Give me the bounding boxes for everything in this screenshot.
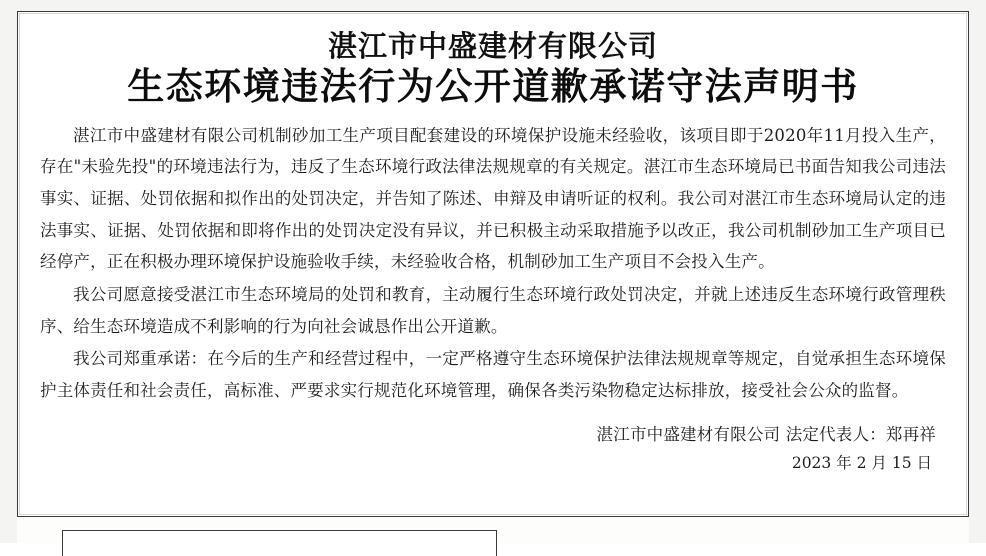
page-margin-left	[0, 0, 17, 543]
signature-date: 2023 年 2 月 15 日	[791, 453, 932, 472]
paragraph-1: 湛江市中盛建材有限公司机制砂加工生产项目配套建设的环境保护设施未经验收，该项目即于2020年11月投入生产，存在"未验先投"的环境违法行为，违反了生态环境行政法律法规规章的有关规定。湛江市生态环境局已书面告知我公司违法事实、证据、处罚依据和拟作出的处罚决定，并告知了陈述、申辩及申请听证的权利。我公司对湛江市生态环境局认定的违法事实、证据、处罚依据和即将作出的处罚决定没有异议，并已积极主动采取措施予以改正，我公司机制砂加工生产项目已经停产，正在积极办理环境保护设施验收手续，未经验收合格，机制砂加工生产项目不会投入生产。	[40, 125, 946, 272]
public-apology-notice	[17, 11, 969, 517]
document-main-title: 生态环境违法行为公开道歉承诺守法声明书	[127, 65, 859, 109]
company-title: 湛江市中盛建材有限公司	[327, 29, 658, 63]
next-notice-box	[62, 530, 497, 556]
paragraph-2: 我公司愿意接受湛江市生态环境局的处罚和教育，主动履行生态环境行政处罚决定，并就上述违反生态环境行政管理秩序、给生态环境造成不利影响的行为向社会诚恳作出公开道歉。	[40, 285, 946, 336]
page-margin-top	[0, 0, 986, 11]
notice-body	[40, 120, 946, 407]
paragraph-3: 我公司郑重承诺：在今后的生产和经营过程中，一定严格遵守生态环境保护法律法规规章等规定，自觉承担生态环境保护主体责任和社会责任，高标准、严要求实行规范化环境管理，确保各类污染物稳定达标排放，接受社会公众的监督。	[40, 349, 946, 401]
signature-line: 湛江市中盛建材有限公司 法定代表人：郑再祥	[596, 424, 936, 444]
page-margin-right	[969, 0, 986, 543]
